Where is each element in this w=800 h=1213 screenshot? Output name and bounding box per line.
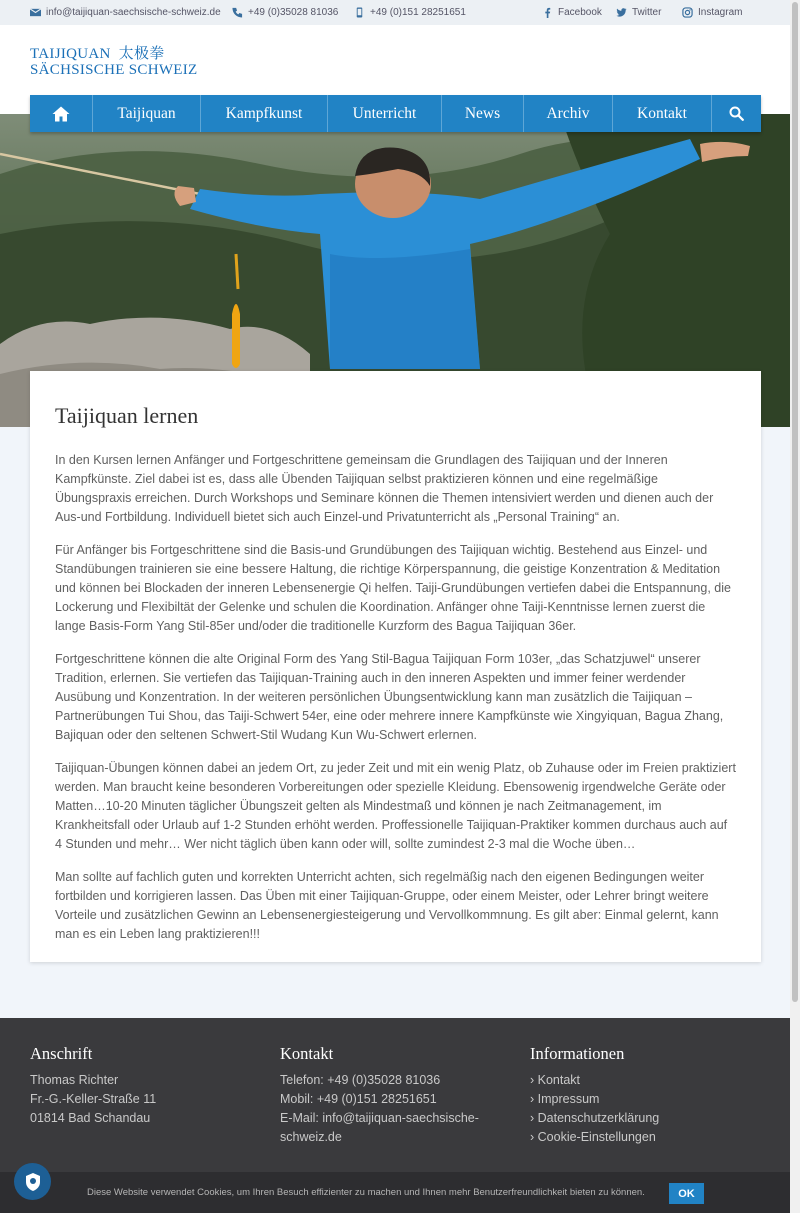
twitter-link[interactable] bbox=[616, 7, 661, 18]
footer-info bbox=[530, 1044, 659, 1147]
search-icon bbox=[729, 106, 744, 121]
topbar-mobile-text: +49 (0)151 28251651 bbox=[370, 7, 466, 18]
page-title: Taijiquan lernen bbox=[55, 403, 199, 428]
paragraph-3: Fortgeschrittene können die alte Original Form des Yang Stil-Bagua Taijiquan Form 103er, „das Schatzjuwel“ unserer Tradition, erlernen. Sie vertiefen das Taijiquan-Training auch in den inneren Aspekten und immer feiner werdender Ausübung und Konzentration. In der weiteren persönlichen Übungsentwicklung kann man zusätzlich die Taijiquan –Partnerübungen Tui Shou, das Taiji-Schwert 54er, eine oder mehrere innere Kampfkünste wie Xingyiquan, Bagua Zhang, Bajiquan oder den seltenen Schwert-Stil Wudang Kun Wu-Schwert erlernen. bbox=[55, 652, 724, 742]
footer-link-label: Datenschutzerklärung bbox=[537, 1111, 660, 1125]
nav-news[interactable]: News bbox=[442, 95, 524, 132]
footer-link-label: Cookie-Einstellungen bbox=[537, 1130, 656, 1144]
facebook-link[interactable] bbox=[542, 7, 602, 18]
scrollbar-thumb[interactable] bbox=[792, 2, 798, 1002]
footer-address-city: 01814 Bad Schandau bbox=[30, 1111, 151, 1125]
instagram-label: Instagram bbox=[698, 7, 743, 18]
cookie-banner bbox=[0, 1172, 790, 1213]
footer-address-street: Fr.-G.-Keller-Straße 11 bbox=[30, 1092, 157, 1106]
phone-icon bbox=[232, 7, 243, 18]
topbar-email-text: info@taijiquan-saechsische-schweiz.de bbox=[46, 7, 221, 18]
logo-line1: TAIJIQUAN bbox=[30, 46, 111, 62]
footer-email[interactable]: E-Mail: info@taijiquan-saechsische- bbox=[280, 1111, 479, 1125]
paragraph-5: Man sollte auf fachlich guten und korrekten Unterricht achten, sich regelmäßig nach den eigenen Bedingungen weiter fortbilden und korrigieren lassen. Das Üben mit einer Taijiquan-Gruppe, oder einem Meister, oder Lehrer bringt weitere Vorteile und zusätzlichen Gewinn an Lebensenergiesteigerung und Vervollkommnung. Es gilt aber: Einmal gelernt, kann man es ein Leben lang praktizieren!!! bbox=[55, 870, 719, 941]
main-nav bbox=[30, 95, 761, 132]
chevron-right-icon: › bbox=[530, 1130, 538, 1144]
cookie-text: Diese Website verwendet Cookies, um Ihren Besuch effizienter zu machen und Ihnen mehr Benutzerfreundlichkeit bieten zu können. bbox=[87, 1187, 645, 1198]
nav-taijiquan[interactable]: Taijiquan bbox=[93, 95, 201, 132]
instagram-link[interactable] bbox=[682, 7, 742, 18]
logo-chinese: 太极拳 bbox=[118, 46, 165, 62]
footer-address-name: Thomas Richter bbox=[30, 1073, 119, 1087]
topbar-phone-text: +49 (0)35028 81036 bbox=[248, 7, 339, 18]
cookie-settings-icon bbox=[24, 1172, 42, 1192]
content-card bbox=[30, 371, 761, 962]
footer-mobile[interactable]: Mobil: +49 (0)151 28251651 bbox=[280, 1092, 437, 1106]
paragraph-2: Für Anfänger bis Fortgeschrittene sind die Basis-und Grundübungen des Taijiquan wichtig. Bestehend aus Einzel- und Standübungen trainieren sie eine bessere Haltung, die richtige Körperspannung, die geistige Konzentration & Meditation und können bei Blockaden der inneren Lebensenergie Qi helfen. Taiji-Grundübungen vertiefen dabei die Entspannung, die Lockerung und Flexibiltät der Gelenke und schulen die Koordination. Anfänger ohne Taiji-Kenntnisse lernen zuerst die lange Basis-Form Yang Stil-85er und/oder die traditionelle Kurzform des Bagua Taijiquan 36er. bbox=[55, 543, 731, 633]
footer-address-title: Anschrift bbox=[30, 1044, 93, 1063]
chevron-right-icon: › bbox=[530, 1073, 538, 1087]
footer-info-title: Informationen bbox=[530, 1044, 625, 1063]
nav-archiv[interactable]: Archiv bbox=[524, 95, 613, 132]
home-icon bbox=[52, 106, 70, 122]
twitter-label: Twitter bbox=[632, 7, 662, 18]
twitter-icon bbox=[616, 7, 627, 18]
topbar-email[interactable] bbox=[30, 7, 221, 18]
envelope-icon bbox=[30, 7, 41, 18]
cookie-settings-badge[interactable] bbox=[14, 1163, 51, 1200]
nav-unterricht[interactable]: Unterricht bbox=[328, 95, 442, 132]
topbar-phone[interactable] bbox=[232, 7, 338, 18]
mobile-icon bbox=[354, 7, 365, 18]
top-bar bbox=[0, 0, 790, 25]
chevron-right-icon: › bbox=[530, 1111, 538, 1125]
instagram-icon bbox=[682, 7, 693, 18]
footer-address bbox=[30, 1044, 156, 1128]
cookie-ok-button[interactable]: OK bbox=[669, 1183, 704, 1204]
footer-link-cookie[interactable] bbox=[530, 1128, 659, 1147]
nav-kontakt[interactable]: Kontakt bbox=[613, 95, 712, 132]
footer-link-impressum[interactable] bbox=[530, 1090, 659, 1109]
chevron-right-icon: › bbox=[530, 1092, 538, 1106]
nav-kampfkunst[interactable]: Kampfkunst bbox=[201, 95, 328, 132]
topbar-mobile[interactable] bbox=[354, 7, 466, 18]
footer-link-kontakt[interactable] bbox=[530, 1071, 659, 1090]
logo-line2[interactable]: SÄCHSISCHE SCHWEIZ bbox=[30, 62, 198, 78]
footer-phone[interactable]: Telefon: +49 (0)35028 81036 bbox=[280, 1073, 441, 1087]
facebook-label: Facebook bbox=[558, 7, 602, 18]
footer-contact-title: Kontakt bbox=[280, 1044, 334, 1063]
facebook-icon bbox=[542, 7, 553, 18]
footer-link-label: Impressum bbox=[537, 1092, 600, 1106]
nav-home[interactable] bbox=[30, 95, 93, 132]
paragraph-1: In den Kursen lernen Anfänger und Fortgeschrittene gemeinsam die Grundlagen des Taijiquan und der Inneren Kampfkünste. Ziel dabei ist es, dass alle Übenden Taijiquan selbst praktizieren können und eine regelmäßige Übungspraxis erreichen. Durch Workshops und Seminare können die Themen intensiviert werden und dienen auch der Aus-und Fortbildung. Individuell bietet sich auch Einzel-und Privatunterricht als „Personal Training“ an. bbox=[55, 453, 714, 524]
paragraph-4: Taijiquan-Übungen können dabei an jedem Ort, zu jeder Zeit und mit ein wenig Platz, ob Zuhause oder im Freien praktiziert werden. Man braucht keine besonderen Vorbereitungen oder spezielle Kleidung. Ebensowenig irgendwelche Geräte oder Matten…10-20 Minuten täglicher Übungszeit gelten als Mindestmaß und können je nach Zeitmanagement, im Krankheitsfall oder Urlaub auf 1-2 Stunden erhöht werden. Proffessionelle Taijiquan-Praktiker kommen durchaus auch auf 4 Stunden und mehr… Wer nicht täglich üben kann oder will, sollte zumindest 2-3 mal die Woche üben… bbox=[55, 761, 736, 851]
logo[interactable] bbox=[30, 42, 165, 63]
nav-search[interactable] bbox=[712, 95, 761, 132]
footer-contact bbox=[280, 1044, 500, 1147]
footer-link-label: Kontakt bbox=[537, 1073, 581, 1087]
footer-link-datenschutz[interactable] bbox=[530, 1109, 659, 1128]
footer-email-cont[interactable]: schweiz.de bbox=[280, 1130, 342, 1144]
